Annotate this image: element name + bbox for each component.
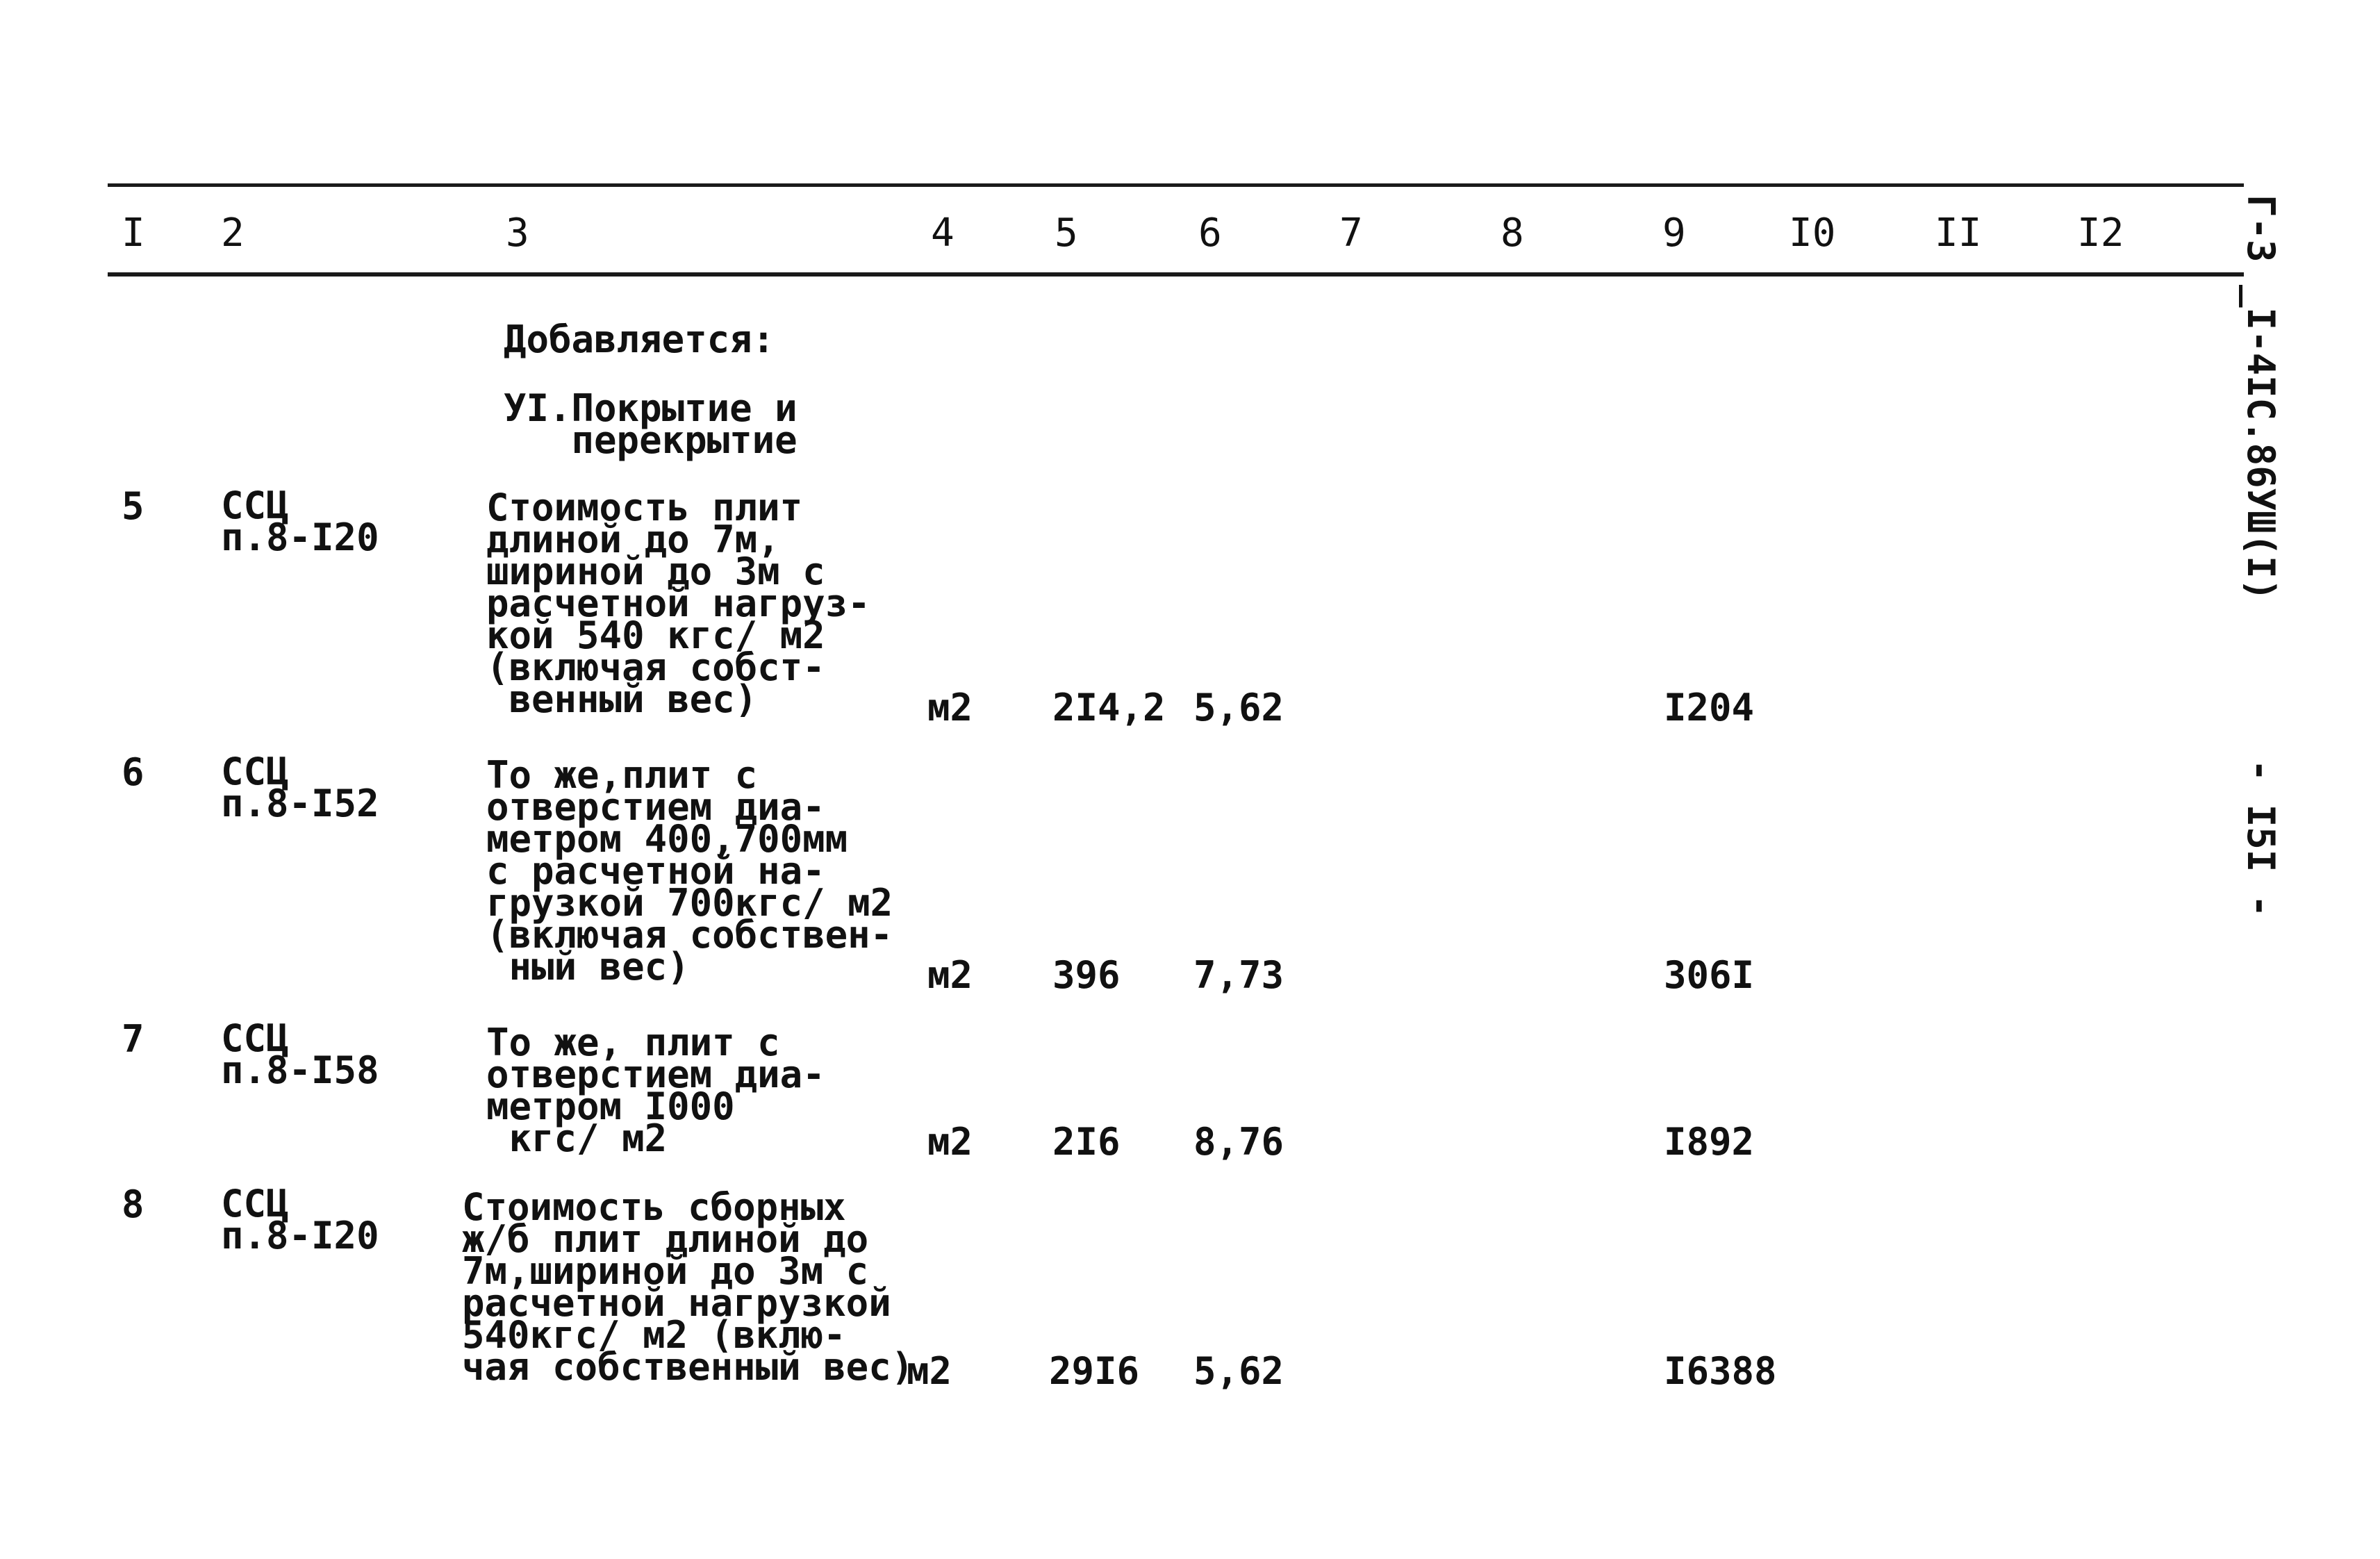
row-code: ССЦ п.8-I20 xyxy=(221,1182,379,1257)
row-description: То же,плит с отверстием диа- метром 400,700мм с расчетной на- грузкой 700кгс/ м2 (включая собствен- ный вес) xyxy=(486,753,893,989)
column-header: 7 xyxy=(1339,211,1363,256)
row-number: 5 xyxy=(122,484,144,528)
row-unit: м2 xyxy=(927,1120,973,1164)
column-header: 4 xyxy=(931,211,955,256)
row-code: ССЦ п.8-I20 xyxy=(221,484,379,559)
row-quantity: 396 xyxy=(1052,953,1121,997)
column-header: 3 xyxy=(506,211,529,256)
row-total: I204 xyxy=(1664,686,1755,729)
row-number: 8 xyxy=(122,1182,144,1226)
column-header: 5 xyxy=(1055,211,1078,256)
column-header: 8 xyxy=(1501,211,1524,256)
page-margin-label xyxy=(2239,195,2287,918)
table-header-rule xyxy=(108,272,2244,277)
row-total: I6388 xyxy=(1664,1349,1777,1393)
row-quantity: 2I4,2 xyxy=(1052,686,1166,729)
column-header: II xyxy=(1935,211,1982,256)
row-description: Стоимость сборных ж/б плит длиной до 7м,шириной до 3м с расчетной нагрузкой 540кгс/ м2 (вклю- чая собственный вес) xyxy=(462,1185,914,1389)
row-number: 6 xyxy=(122,750,144,794)
row-unit: м2 xyxy=(907,1349,952,1393)
table-top-rule xyxy=(108,183,2244,187)
row-total: 306I xyxy=(1664,953,1755,997)
row-description: Стоимость плит длиной до 7м, шириной до 3м с расчетной нагруз- кой 540 кгс/ м2 (включая собст- венный вес) xyxy=(486,486,870,721)
row-quantity: 2I6 xyxy=(1052,1120,1121,1164)
section-added-label: Добавляется: xyxy=(504,317,775,361)
column-header: 9 xyxy=(1662,211,1686,256)
row-code: ССЦ п.8-I52 xyxy=(221,750,379,825)
section-title: УI.Покрытие и перекрытие xyxy=(504,386,798,462)
row-unit: м2 xyxy=(927,953,973,997)
row-quantity: 29I6 xyxy=(1049,1349,1140,1393)
row-code: ССЦ п.8-I58 xyxy=(221,1016,379,1092)
row-unit-price: 5,62 xyxy=(1193,1349,1284,1393)
row-unit: м2 xyxy=(927,686,973,729)
column-header: I0 xyxy=(1789,211,1836,256)
column-header: I2 xyxy=(2077,211,2124,256)
row-total: I892 xyxy=(1664,1120,1755,1164)
column-header: 2 xyxy=(221,211,245,256)
row-number: 7 xyxy=(122,1017,144,1061)
column-header: I xyxy=(122,211,145,256)
row-unit-price: 5,62 xyxy=(1193,686,1284,729)
document-code-and-page-number: Г-3 _I-4IС.86УШ(I) - I5I - xyxy=(2239,195,2283,918)
row-unit-price: 7,73 xyxy=(1193,953,1284,997)
column-header: 6 xyxy=(1198,211,1222,256)
row-description: То же, плит с отверстием диа- метром I000 кгс/ м2 xyxy=(486,1021,825,1160)
row-unit-price: 8,76 xyxy=(1193,1120,1284,1164)
